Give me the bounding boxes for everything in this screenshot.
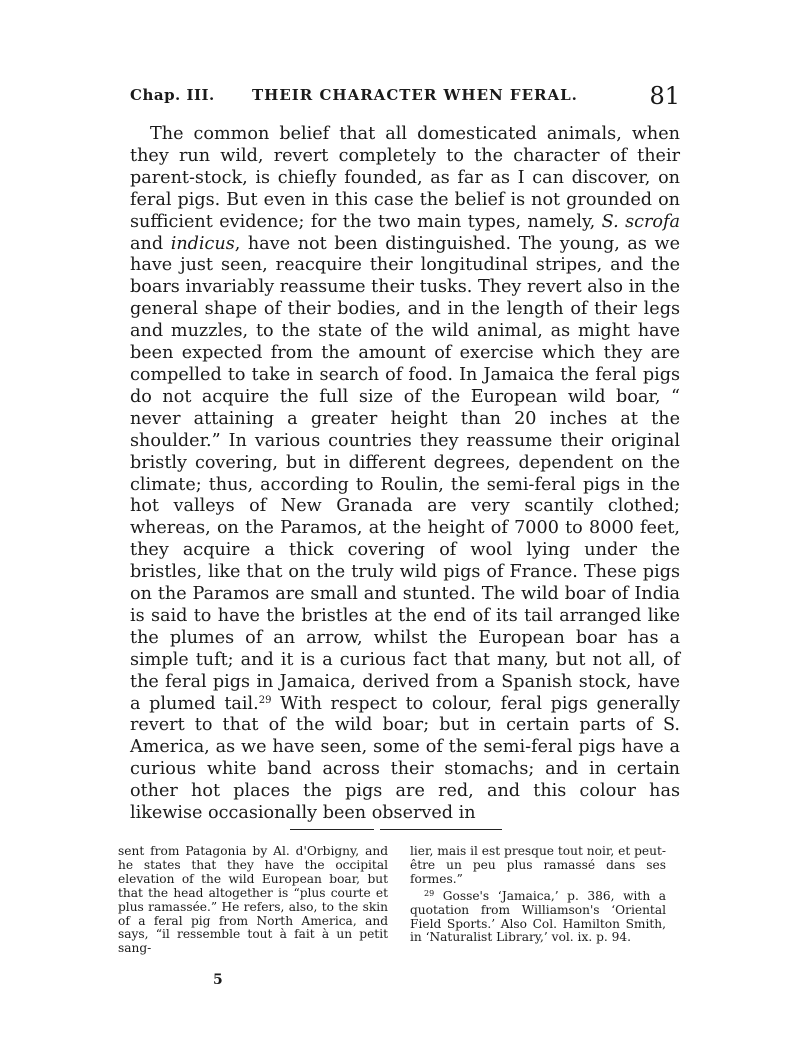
text-segment: , have not been distinguished. The young, as we have just seen, reacquire their longitudinal stripes, and the boars invariably reassume their tusks. They revert also in the general shape of their bodies, and in the length of their legs and muzzles, to the state of the wild animal, as might have been expected from the amount of exercise which they are compelled to take in search of food. In Jamaica the feral pigs do not acquire the full size of the European wild boar, “ never attaining a greater height than 20 inches at the shoulder.” In various countries they reassume their original bristly covering, but in different degrees, dependent on the climate; thus, according to Roulin, the semi-feral pigs in the hot valleys of New Granada are very scantily clothed; whereas, on the Paramos, at the height of 7000 to 8000 feet, they acquire a thick covering of wool lying under the bristles, like that on the truly wild pigs of France. These pigs on the Paramos are small and stunted. The wild boar of India is said to have the bristles at the end of its tail arranged like the plumes of an arrow, whilst the European boar has a simple tuft; and it is a curious fact that many, but not all, of the feral pigs in Jamaica, derived from a Spanish stock, have a plumed tail. <box>130 233 680 714</box>
footnote-text: Gosse's ‘Jamaica,’ p. 386, with a quotation from Williamson's ‘Oriental Field Sports.’ Also Col. Hamilton Smith, in ‘Naturalist Library,’ vol. ix. p. 94. <box>410 888 666 945</box>
footnote-separator <box>380 829 502 830</box>
footnote-continuation: sent from Patagonia by Al. d'Orbigny, and he states that they have the occipital elevation of the wild European boar, but that the head altogether is “plus courte et plus ramassée.” He refers, also, to the skin of a feral pig from North America, and says, “il ressemble tout à fait à un petit sang- <box>118 844 388 956</box>
chapter-label: Chap. III. <box>130 86 215 104</box>
text-segment: With respect to colour, feral pigs generally revert to that of the wild boar; but in certain parts of S. America, as we have seen, some of the semi-feral pigs have a curious white band across their stomachs; and in certain other hot places the pigs are red, and this colour has likewise occasionally been observed in <box>130 693 680 824</box>
text-segment: The common belief that all domesticated animals, when they run wild, revert completely to the character of their parent-stock, is chiefly founded, as far as I can discover, on feral pigs. But even in this case the belief is not grounded on sufficient evidence; for the two main types, namely, <box>130 124 680 232</box>
footnote-column-left <box>118 845 388 956</box>
footnote-separator <box>290 829 374 830</box>
footnote-column-right <box>410 845 666 945</box>
footnote-continuation: lier, mais il est presque tout noir, et peut-être un peu plus ramassé dans ses formes.” <box>410 844 666 886</box>
page-number: 81 <box>649 82 680 110</box>
italic-species: S. scrofa <box>601 211 680 232</box>
main-text <box>130 124 680 825</box>
signature-mark: 5 <box>213 972 223 988</box>
footnote-29 <box>410 890 666 946</box>
running-title: THEIR CHARACTER WHEN FERAL. <box>252 86 578 104</box>
text-segment: and <box>130 233 171 254</box>
footnote-marker: 29 <box>424 888 435 898</box>
body-paragraph <box>130 124 680 825</box>
italic-species: indicus <box>170 233 235 254</box>
footnote-reference: 29 <box>258 694 272 706</box>
page-header <box>130 82 680 114</box>
